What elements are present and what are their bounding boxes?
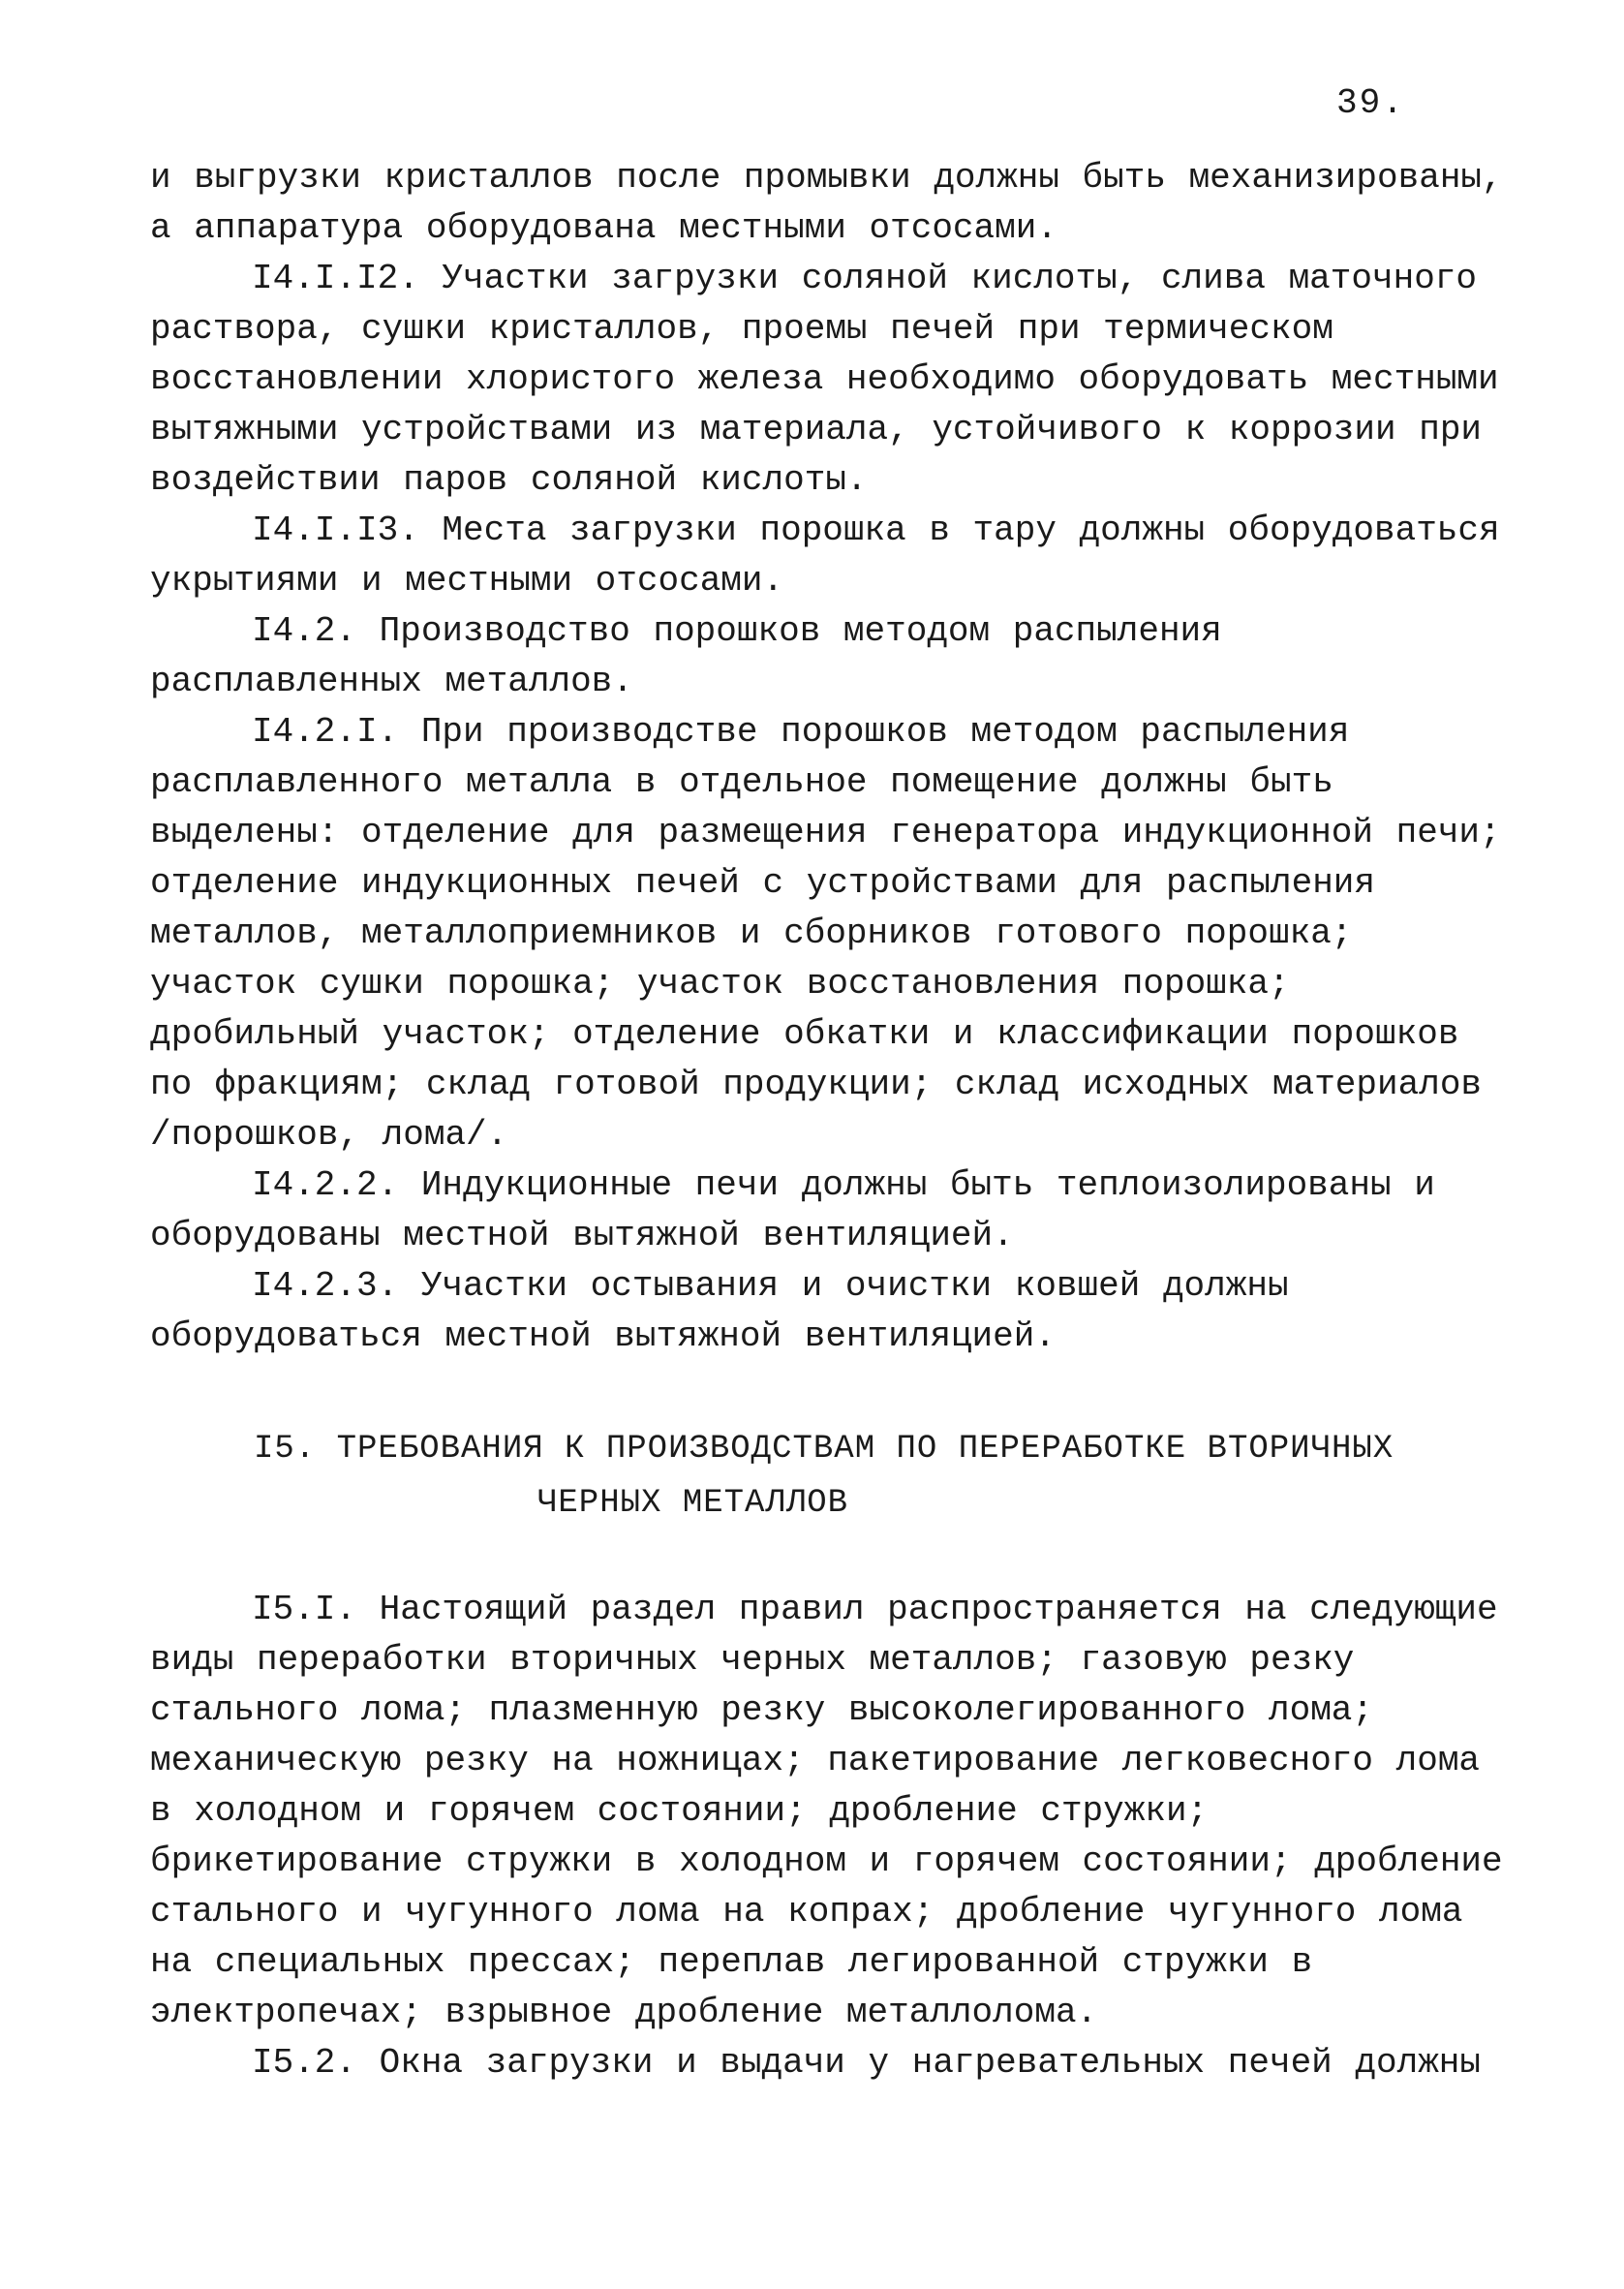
paragraph-14-2: I4.2. Производство порошков методом распыления расплавленных металлов. bbox=[150, 611, 1222, 701]
paragraph-14-2-2: I4.2.2. Индукционные печи должны быть теплоизолированы и оборудованы местной вытяжной вентиляцией. bbox=[150, 1165, 1435, 1255]
paragraph-continuation: и выгрузки кристаллов после промывки должны быть механизированы, а аппаратура оборудована местными отсосами. bbox=[150, 158, 1503, 248]
section-15-heading-line2: ЧЕРНЫХ МЕТАЛЛОВ bbox=[537, 1485, 849, 1522]
section-15-heading-line1: I5. ТРЕБОВАНИЯ К ПРОИЗВОДСТВАМ ПО ПЕРЕРАБОТКЕ ВТОРИЧНЫХ bbox=[254, 1431, 1394, 1468]
paragraph-14-1-13: I4.I.I3. Места загрузки порошка в тару должны оборудоваться укрытиями и местными отсосами. bbox=[150, 510, 1500, 601]
paragraph-15-1: I5.I. Настоящий раздел правил распространяется на следующие виды переработки вторичных черных металлов; газовую резку стального лома; плазменную резку высоколегированного лома; механическую резку на ножницах; пакетирование легковесного лома в холодном и горячем состоянии; дробление стружки; брикетирование стружки в холодном и горячем состоянии; дробление стального и чугунного лома на копрах; дробление чугунного лома на специальных прессах; переплав легированной стружки в электропечах; взрывное дробление металлолома. bbox=[150, 1590, 1503, 2032]
section-15-text bbox=[150, 1585, 1506, 2088]
page-number: 39. bbox=[1336, 83, 1405, 123]
paragraph-14-2-1: I4.2.I. При производстве порошков методом распыления расплавленного металла в отдельное помещение должны быть выделены: отделение для размещения генератора индукционной печи; отделение индукционных печей с устройствами для распыления металлов, металлоприемников и сборников готового порошка; участок сушки порошка; участок восстановления порошка; дробильный участок; отделение обкатки и классификации порошков по фракциям; склад готовой продукции; склад исходных материалов /порошков, лома/. bbox=[150, 712, 1501, 1155]
paragraph-14-2-3: I4.2.3. Участки остывания и очистки ковшей должны оборудоваться местной вытяжной вентиляцией. bbox=[150, 1266, 1289, 1356]
section-14-text bbox=[150, 153, 1506, 1362]
paragraph-14-1-12: I4.I.I2. Участки загрузки соляной кислоты, слива маточного раствора, сушки кристаллов, проемы печей при термическом восстановлении хлористого железа необходимо оборудовать местными вытяжными устройствами из материала, устойчивого к коррозии при воздействии паров соляной кислоты. bbox=[150, 259, 1499, 500]
paragraph-15-2: I5.2. Окна загрузки и выдачи у нагревательных печей должны bbox=[252, 2043, 1482, 2083]
